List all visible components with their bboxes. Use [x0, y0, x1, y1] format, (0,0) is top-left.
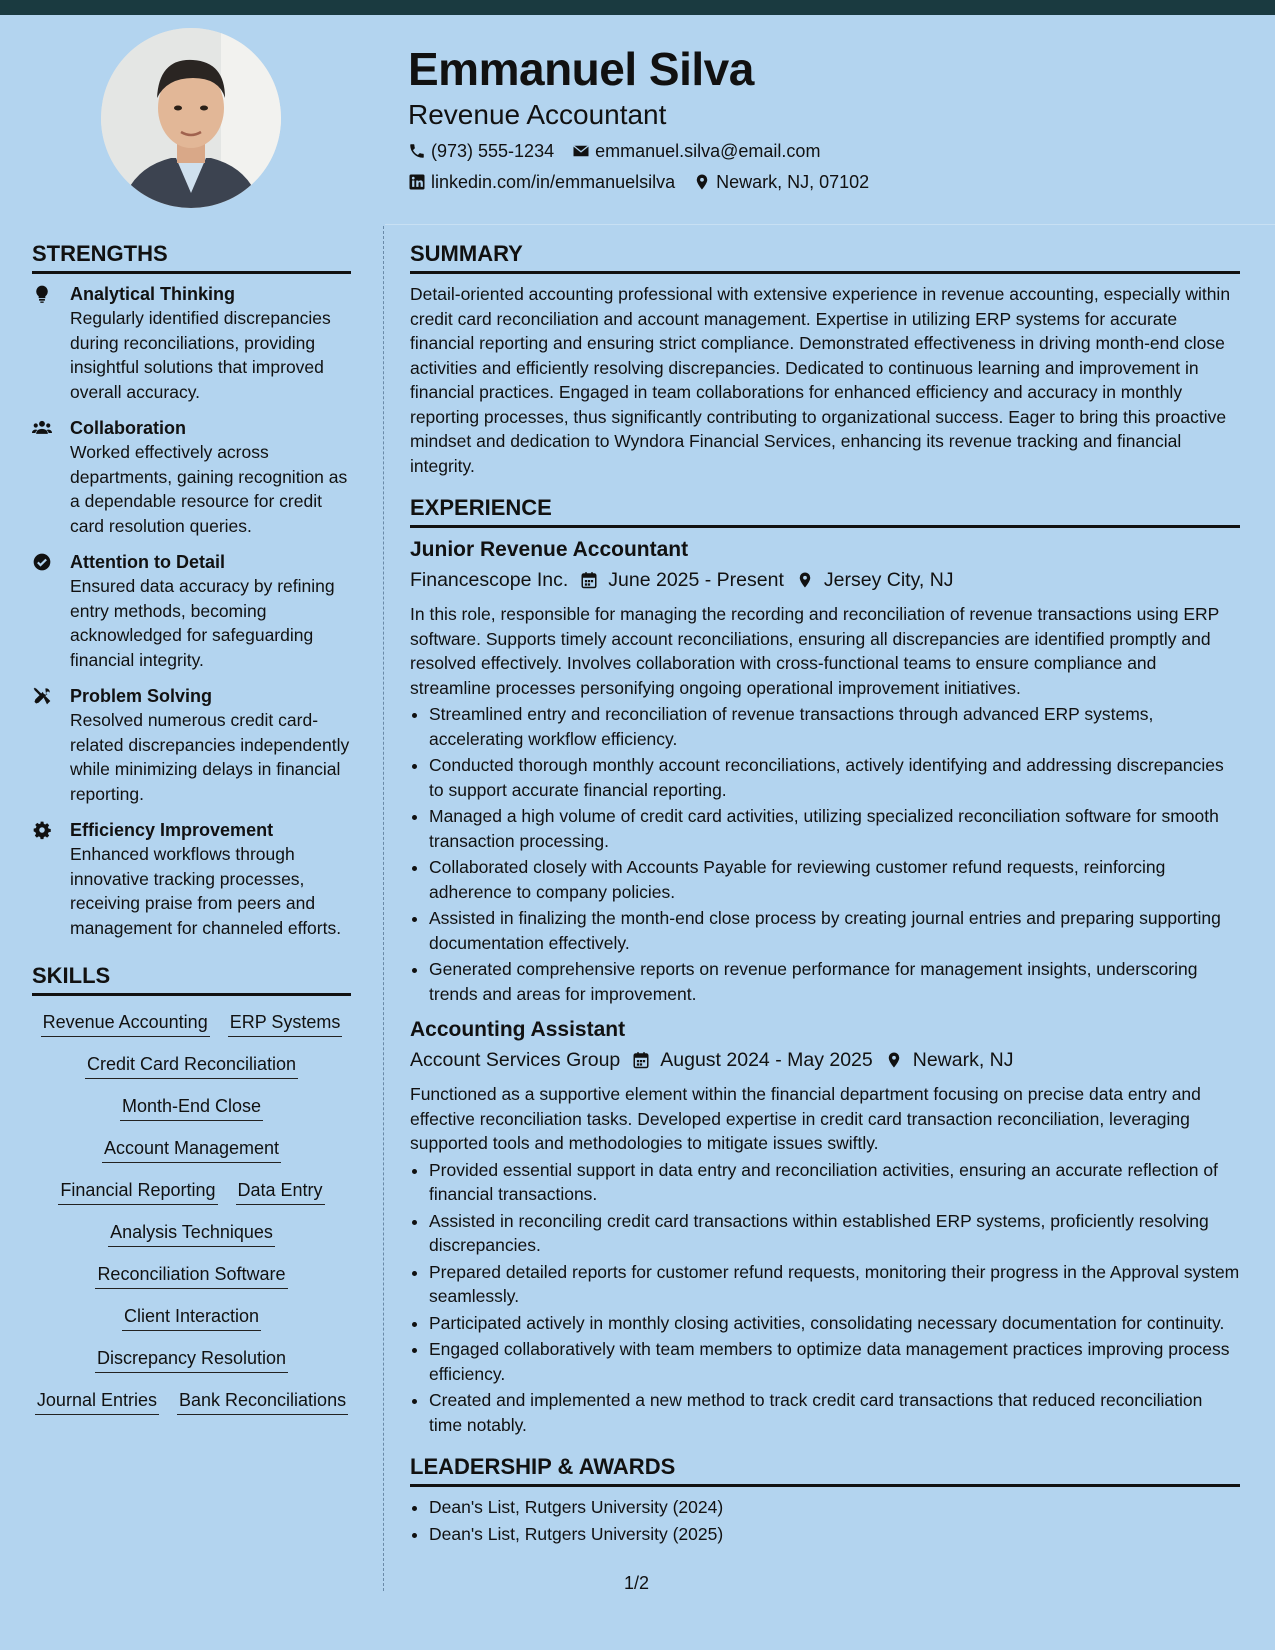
skill-tag: Client Interaction: [122, 1304, 261, 1331]
awards-heading: LEADERSHIP & AWARDS: [410, 1453, 1240, 1487]
job-entry: [410, 1016, 1240, 1437]
column-divider: [383, 226, 384, 1591]
email-contact[interactable]: [572, 139, 820, 163]
job-description: In this role, responsible for managing the recording and reconciliation of revenue transactions using ERP software. Supports timely account reconciliations, ensuring all discrepancies are identified promptly and resolved effectively. Involves collaboration with cross-functional teams to ensure compliance and streamline processes personifying ongoing operational improvement initiatives.: [410, 604, 1220, 698]
profile-photo: [101, 28, 281, 208]
skill-tag: Reconciliation Software: [95, 1262, 287, 1289]
skill-tag: Account Management: [102, 1136, 281, 1163]
award-item: • Dean's List, Rutgers University (2025): [429, 1522, 1240, 1547]
tools-icon: [32, 686, 52, 706]
skills-heading: SKILLS: [32, 962, 351, 996]
gear-icon: [32, 820, 52, 840]
skill-tag: Revenue Accounting: [41, 1010, 210, 1037]
skill-tag: Month-End Close: [120, 1094, 263, 1121]
job-meta: [410, 566, 1240, 594]
check-circle-icon: [32, 552, 52, 572]
job-title-heading: Revenue Accountant: [408, 99, 667, 130]
skill-tag: Data Entry: [236, 1178, 325, 1205]
strength-item: [32, 416, 351, 538]
strength-desc: Regularly identified discrepancies during reconciliations, providing insightful solutions that improved overall accuracy.: [70, 308, 331, 402]
job-location: [796, 566, 954, 594]
skill-tag: Financial Reporting: [58, 1178, 217, 1205]
map-pin-icon: [885, 1051, 903, 1069]
map-pin-icon: [693, 173, 711, 191]
job-location-text: Jersey City, NJ: [823, 569, 954, 591]
strength-title: Efficiency Improvement: [70, 820, 274, 840]
strength-item: [32, 550, 351, 672]
job-bullet: • Prepared detailed reports for customer refund requests, monitoring their progress in the Approval system seamlessly.: [429, 1260, 1240, 1309]
job-dates: [632, 1046, 872, 1074]
strength-title: Analytical Thinking: [70, 284, 236, 304]
job-bullet: • Collaborated closely with Accounts Payable for reviewing customer refund requests, reinforcing adherence to company policies.: [429, 855, 1240, 904]
envelope-icon: [572, 142, 590, 160]
candidate-name: Emmanuel Silva: [408, 43, 754, 95]
job-bullet: • Assisted in finalizing the month-end close process by creating journal entries and preparing supporting documentation effectively.: [429, 906, 1240, 955]
strength-desc: Resolved numerous credit card-related discrepancies independently while minimizing delays in financial reporting.: [70, 710, 350, 804]
strength-desc: Enhanced workflows through innovative tracking processes, receiving praise from peers and management for channeled efforts.: [70, 844, 342, 938]
linkedin-contact[interactable]: [408, 170, 675, 194]
skill-tag: Discrepancy Resolution: [95, 1346, 288, 1373]
job-title: Junior Revenue Accountant: [410, 538, 689, 561]
job-location-text: Newark, NJ: [912, 1049, 1014, 1071]
job-dates: [580, 566, 784, 594]
portrait-image: [101, 28, 281, 208]
calendar-icon: [580, 571, 598, 589]
phone-contact: [408, 139, 554, 163]
summary-heading: SUMMARY: [410, 240, 1240, 274]
job-bullets: [410, 702, 1240, 1006]
linkedin-icon: [408, 173, 426, 191]
company-name: Financescope Inc.: [410, 569, 569, 591]
job-bullet: • Provided essential support in data entry and reconciliation activities, ensuring an accurate reflection of financial transactions.: [429, 1158, 1240, 1207]
job-dates-text: June 2025 - Present: [608, 569, 784, 591]
skills-list: [32, 1010, 351, 1415]
header-divider: [385, 224, 1275, 225]
strength-desc: Worked effectively across departments, gaining recognition as a dependable resource for credit card resolution queries.: [70, 442, 348, 536]
company-name: Account Services Group: [410, 1049, 621, 1071]
top-accent-bar: [0, 0, 1275, 15]
job-bullets: [410, 1158, 1240, 1438]
users-icon: [32, 418, 52, 438]
skill-tag: Credit Card Reconciliation: [85, 1052, 298, 1079]
job-bullet: • Managed a high volume of credit card activities, utilizing specialized reconciliation software for smooth transaction processing.: [429, 804, 1240, 853]
left-column: [32, 240, 351, 1415]
map-pin-icon: [796, 571, 814, 589]
strengths-heading: STRENGTHS: [32, 240, 351, 274]
linkedin-text[interactable]: linkedin.com/in/emmanuelsilva: [431, 172, 676, 192]
phone-icon: [408, 142, 426, 160]
page-number: 1/2: [624, 1573, 650, 1593]
job-bullet: • Generated comprehensive reports on revenue performance for management insights, underscoring trends and areas for improvement.: [429, 957, 1240, 1006]
skill-tag: Bank Reconciliations: [177, 1388, 348, 1415]
location-contact: [693, 170, 869, 194]
right-column: [410, 240, 1240, 1548]
job-dates-text: August 2024 - May 2025: [660, 1049, 873, 1071]
strength-item: [32, 818, 351, 940]
job-bullet: • Conducted thorough monthly account reconciliations, actively identifying and addressing discrepancies to support accurate financial reporting.: [429, 753, 1240, 802]
job-bullet: • Participated actively in monthly closing activities, consolidating necessary documentation for continuity.: [429, 1311, 1240, 1336]
strength-item: [32, 282, 351, 404]
strength-title: Problem Solving: [70, 686, 213, 706]
job-title: Accounting Assistant: [410, 1018, 626, 1041]
experience-heading: EXPERIENCE: [410, 494, 1240, 528]
job-bullet: • Engaged collaboratively with team members to optimize data management practices improving process efficiency.: [429, 1337, 1240, 1386]
phone-text: (973) 555-1234: [431, 141, 555, 161]
strength-desc: Ensured data accuracy by refining entry methods, becoming acknowledged for safeguarding financial integrity.: [70, 576, 335, 670]
skill-tag: Journal Entries: [35, 1388, 159, 1415]
job-location: [885, 1046, 1014, 1074]
strength-title: Attention to Detail: [70, 552, 225, 572]
resume-header: [408, 40, 1248, 194]
strength-item: [32, 684, 351, 806]
email-text[interactable]: emmanuel.silva@email.com: [595, 141, 821, 161]
job-meta: [410, 1046, 1240, 1074]
location-text: Newark, NJ, 07102: [716, 172, 870, 192]
job-bullet: • Created and implemented a new method to track credit card transactions that reduced reconciliation time notably.: [429, 1388, 1240, 1437]
job-bullet: • Streamlined entry and reconciliation of revenue transactions through advanced ERP systems, accelerating workflow efficiency.: [429, 702, 1240, 751]
job-bullet: • Assisted in reconciling credit card transactions within established ERP systems, proficiently resolving discrepancies.: [429, 1209, 1240, 1258]
skill-tag: Analysis Techniques: [108, 1220, 275, 1247]
calendar-icon: [632, 1051, 650, 1069]
job-entry: [410, 536, 1240, 1006]
job-description: Functioned as a supportive element within the financial department focusing on precise data entry and effective reconciliation tasks. Developed expertise in credit card transaction reconciliation, leveraging supported tools and methodologies to mitigate issues swiftly.: [410, 1084, 1201, 1153]
lightbulb-icon: [32, 284, 52, 304]
contact-row-1: [408, 139, 1248, 163]
contact-row-2: [408, 170, 1248, 194]
skill-tag: ERP Systems: [228, 1010, 343, 1037]
award-item: • Dean's List, Rutgers University (2024): [429, 1495, 1240, 1520]
awards-list: [410, 1495, 1240, 1546]
summary-text: Detail-oriented accounting professional with extensive experience in revenue accounting, especially within credit card reconciliation and account management. Expertise in utilizing ERP systems for accurate financial reporting and ensuring strict compliance. Demonstrated effectiveness in driving month-end close activities and efficiently resolving discrepancies. Dedicated to continuous learning and improvement in financial practices. Engaged in team collaborations for enhanced efficiency and accuracy in monthly reporting processes, thus significantly contributing to organizational success. Eager to bring this proactive mindset and dedication to Wyndora Financial Services, enhancing its revenue tracking and financial integrity.: [410, 284, 1231, 476]
strength-title: Collaboration: [70, 418, 186, 438]
